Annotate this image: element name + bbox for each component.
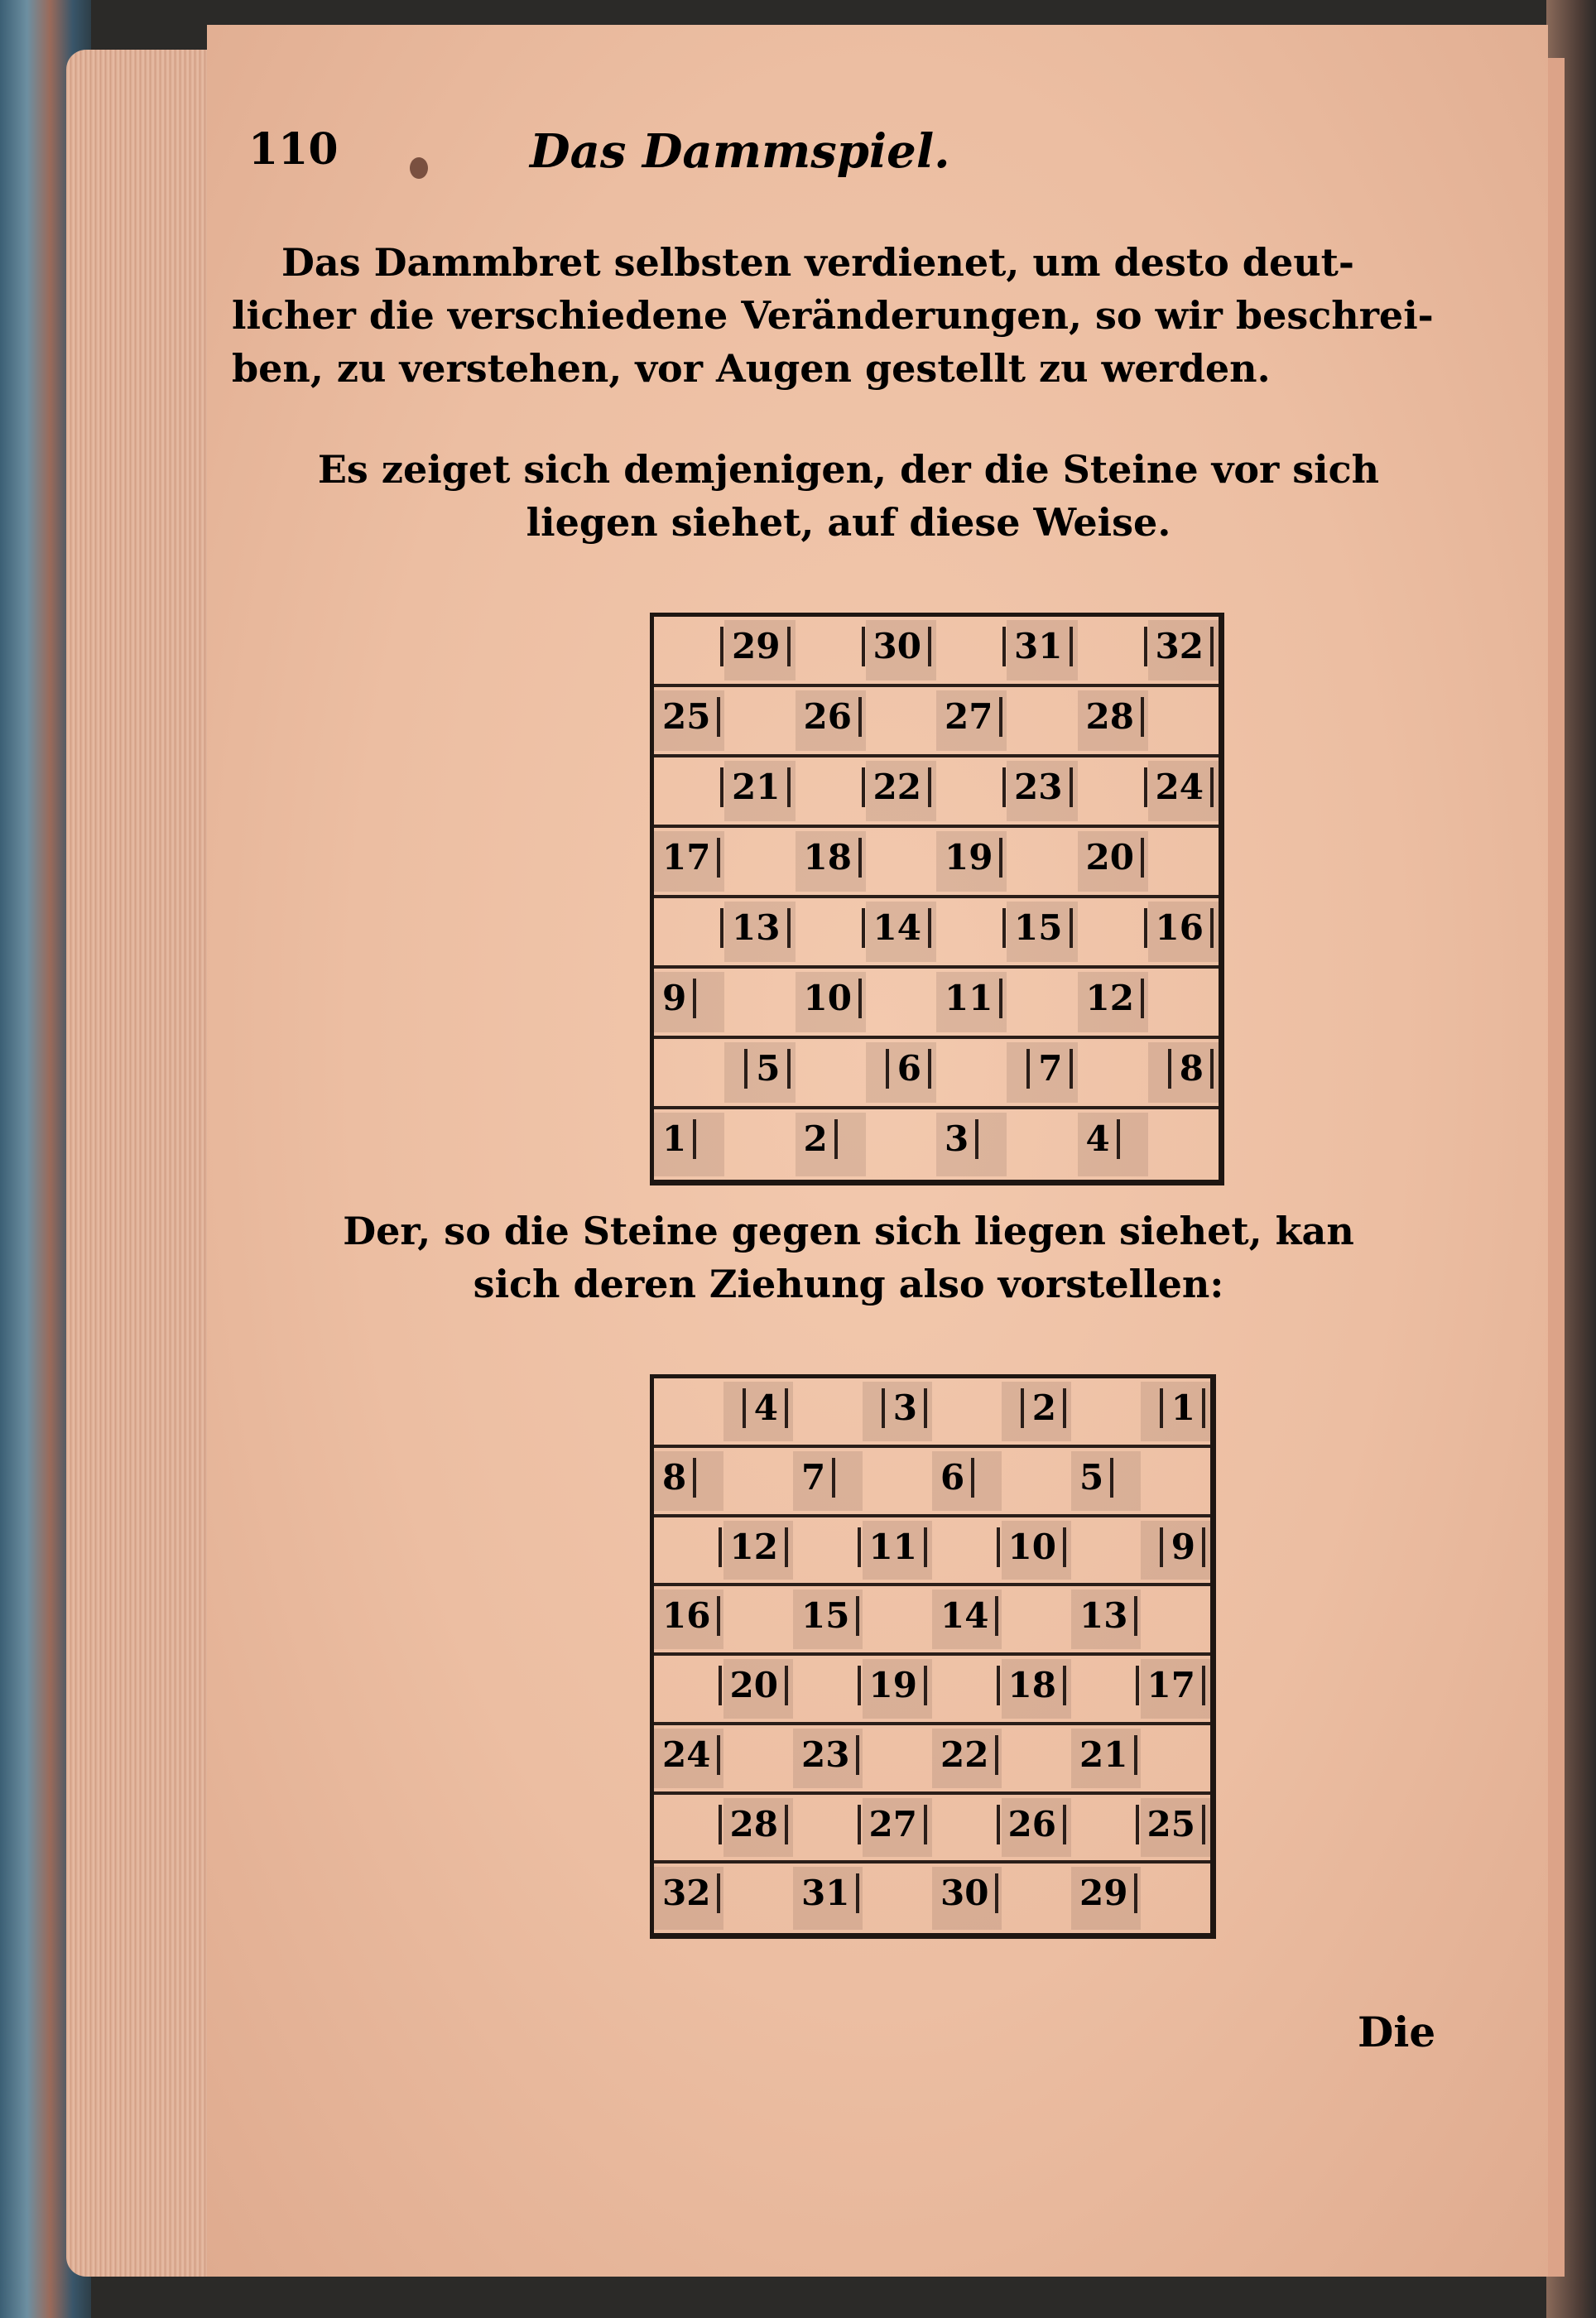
board-square (932, 1586, 1071, 1652)
square-number: 15 (1002, 908, 1072, 948)
square-number: 29 (1071, 1873, 1137, 1913)
square-number: 5 (744, 1049, 790, 1089)
board-row (654, 898, 1219, 969)
catchword: Die (1358, 2008, 1436, 2056)
square-number: 1 (654, 1119, 696, 1159)
board-square (1071, 1864, 1210, 1933)
board-square (932, 1795, 1071, 1861)
board-square (932, 1656, 1071, 1722)
facing-page-edge (1548, 58, 1565, 2277)
square-number: 28 (1078, 697, 1144, 737)
square-number: 1 (1160, 1388, 1205, 1428)
board-square (1071, 1795, 1210, 1861)
board-square (796, 617, 937, 684)
board-square (1078, 1109, 1219, 1180)
board-row (654, 1517, 1210, 1587)
square-number: 18 (997, 1666, 1066, 1705)
square-number: 28 (719, 1805, 788, 1844)
board-row (654, 1656, 1210, 1725)
board-square (1071, 1586, 1210, 1652)
board-row (654, 1795, 1210, 1864)
square-number: 31 (793, 1873, 859, 1913)
square-number: 11 (936, 979, 1002, 1018)
board-square (936, 617, 1078, 684)
board-square (1071, 1378, 1210, 1445)
board-square (796, 687, 937, 754)
text-line: Es zeiget sich demjenigen, der die Steine vor sich (317, 447, 1380, 492)
square-number: 26 (796, 697, 862, 737)
square-number: 16 (1144, 908, 1214, 948)
square-number: 18 (796, 838, 862, 878)
square-number: 14 (862, 908, 931, 948)
page-header (248, 124, 1159, 199)
page-number: 110 (248, 124, 339, 175)
board-row (654, 1109, 1219, 1180)
board-square (796, 898, 937, 965)
board-row (654, 1864, 1210, 1933)
board-square (1078, 617, 1219, 684)
square-number: 29 (720, 627, 790, 666)
board-square (1078, 828, 1219, 895)
board-row (654, 1725, 1210, 1795)
text-line: Der, so die Steine gegen sich liegen siehet, kan (343, 1209, 1354, 1253)
board-square (654, 687, 796, 754)
board-square (654, 898, 796, 965)
ink-spot (410, 157, 428, 179)
square-number: 19 (858, 1666, 927, 1705)
board-square (936, 687, 1078, 754)
board-square (654, 1864, 793, 1933)
board-square (654, 1039, 796, 1106)
board-square (1071, 1448, 1210, 1514)
square-number: 22 (932, 1735, 998, 1775)
square-number: 14 (932, 1596, 998, 1636)
board-square (793, 1586, 932, 1652)
board-square (936, 1109, 1078, 1180)
paragraph-board-caption-2 (240, 1205, 1457, 1310)
board-square (936, 1039, 1078, 1106)
board-square (796, 828, 937, 895)
square-number: 16 (654, 1596, 720, 1636)
square-number: 25 (654, 697, 720, 737)
square-number: 17 (1136, 1666, 1205, 1705)
board-square (932, 1378, 1071, 1445)
board-square (1078, 898, 1219, 965)
text-line: ben, zu verstehen, vor Augen gestellt zu werden. (232, 346, 1271, 391)
board-square (654, 828, 796, 895)
square-number: 4 (743, 1388, 788, 1428)
board-square (654, 969, 796, 1036)
square-number: 31 (1002, 627, 1072, 666)
square-number: 13 (720, 908, 790, 948)
text-line: Das Dammbret selbsten verdienet, um desto deut- (281, 240, 1354, 285)
square-number: 30 (932, 1873, 998, 1913)
board-square (793, 1795, 932, 1861)
square-number: 24 (654, 1735, 720, 1775)
board-row (654, 1586, 1210, 1656)
board-row (654, 687, 1219, 757)
square-number: 12 (719, 1527, 788, 1567)
square-number: 32 (654, 1873, 720, 1913)
square-number: 7 (1026, 1049, 1072, 1089)
board-square (932, 1725, 1071, 1791)
board-square (932, 1517, 1071, 1584)
board-square (654, 757, 796, 825)
square-number: 3 (882, 1388, 927, 1428)
square-number: 20 (719, 1666, 788, 1705)
board-square (1078, 1039, 1219, 1106)
board-square (793, 1725, 932, 1791)
square-number: 15 (793, 1596, 859, 1636)
square-number: 11 (858, 1527, 927, 1567)
square-number: 24 (1144, 767, 1214, 807)
square-number: 27 (936, 697, 1002, 737)
board-square (796, 1039, 937, 1106)
square-number: 23 (1002, 767, 1072, 807)
board-row (654, 757, 1219, 828)
square-number: 6 (932, 1458, 974, 1498)
square-number: 3 (936, 1119, 978, 1159)
square-number: 22 (862, 767, 931, 807)
board-square (654, 1795, 793, 1861)
running-title: Das Dammspiel. (530, 124, 950, 179)
square-number: 32 (1144, 627, 1214, 666)
board-square (654, 1725, 793, 1791)
board-square (654, 1586, 793, 1652)
square-number: 6 (886, 1049, 931, 1089)
board-square (936, 898, 1078, 965)
square-number: 20 (1078, 838, 1144, 878)
board-row (654, 828, 1219, 898)
board-square (654, 1517, 793, 1584)
square-number: 5 (1071, 1458, 1113, 1498)
board-square (654, 1109, 796, 1180)
board-square (1071, 1517, 1210, 1584)
board-square (796, 1109, 937, 1180)
square-number: 8 (1168, 1049, 1214, 1089)
square-number: 8 (654, 1458, 696, 1498)
paragraph-board-caption-1 (240, 443, 1457, 549)
board-row (654, 1378, 1210, 1448)
board-square (654, 617, 796, 684)
board-square (1078, 969, 1219, 1036)
board-square (654, 1656, 793, 1722)
square-number: 12 (1078, 979, 1144, 1018)
square-number: 26 (997, 1805, 1066, 1844)
board-square (936, 828, 1078, 895)
square-number: 2 (796, 1119, 838, 1159)
square-number: 21 (1071, 1735, 1137, 1775)
square-number: 23 (793, 1735, 859, 1775)
board-square (936, 757, 1078, 825)
board-square (654, 1448, 793, 1514)
board-square (936, 969, 1078, 1036)
board-square (796, 757, 937, 825)
board-square (1071, 1656, 1210, 1722)
board-row (654, 969, 1219, 1039)
square-number: 25 (1136, 1805, 1205, 1844)
board-row (654, 1039, 1219, 1109)
board-square (793, 1517, 932, 1584)
square-number: 7 (793, 1458, 835, 1498)
board-square (796, 969, 937, 1036)
square-number: 21 (720, 767, 790, 807)
board-square (932, 1448, 1071, 1514)
board-square (1071, 1725, 1210, 1791)
square-number: 9 (654, 979, 696, 1018)
text-line: sich deren Ziehung also vorstellen: (473, 1262, 1224, 1306)
board-square (1078, 757, 1219, 825)
square-number: 4 (1078, 1119, 1120, 1159)
square-number: 2 (1021, 1388, 1066, 1428)
square-number: 30 (862, 627, 931, 666)
square-number: 27 (858, 1805, 927, 1844)
text-line: liegen siehet, auf diese Weise. (526, 500, 1171, 545)
square-number: 10 (997, 1527, 1066, 1567)
board-row (654, 1448, 1210, 1517)
square-number: 17 (654, 838, 720, 878)
board-square (793, 1448, 932, 1514)
board-square (932, 1864, 1071, 1933)
square-number: 13 (1071, 1596, 1137, 1636)
square-number: 9 (1160, 1527, 1205, 1567)
board-square (654, 1378, 793, 1445)
paragraph-intro (232, 236, 1457, 395)
board-square (1078, 687, 1219, 754)
board-square (793, 1656, 932, 1722)
square-number: 19 (936, 838, 1002, 878)
board-square (793, 1378, 932, 1445)
draughts-board-bottom (650, 1374, 1216, 1939)
draughts-board-top (650, 613, 1224, 1185)
board-square (793, 1864, 932, 1933)
text-line: licher die verschiedene Veränderungen, so wir beschrei- (232, 293, 1434, 338)
board-row (654, 617, 1219, 687)
square-number: 10 (796, 979, 862, 1018)
